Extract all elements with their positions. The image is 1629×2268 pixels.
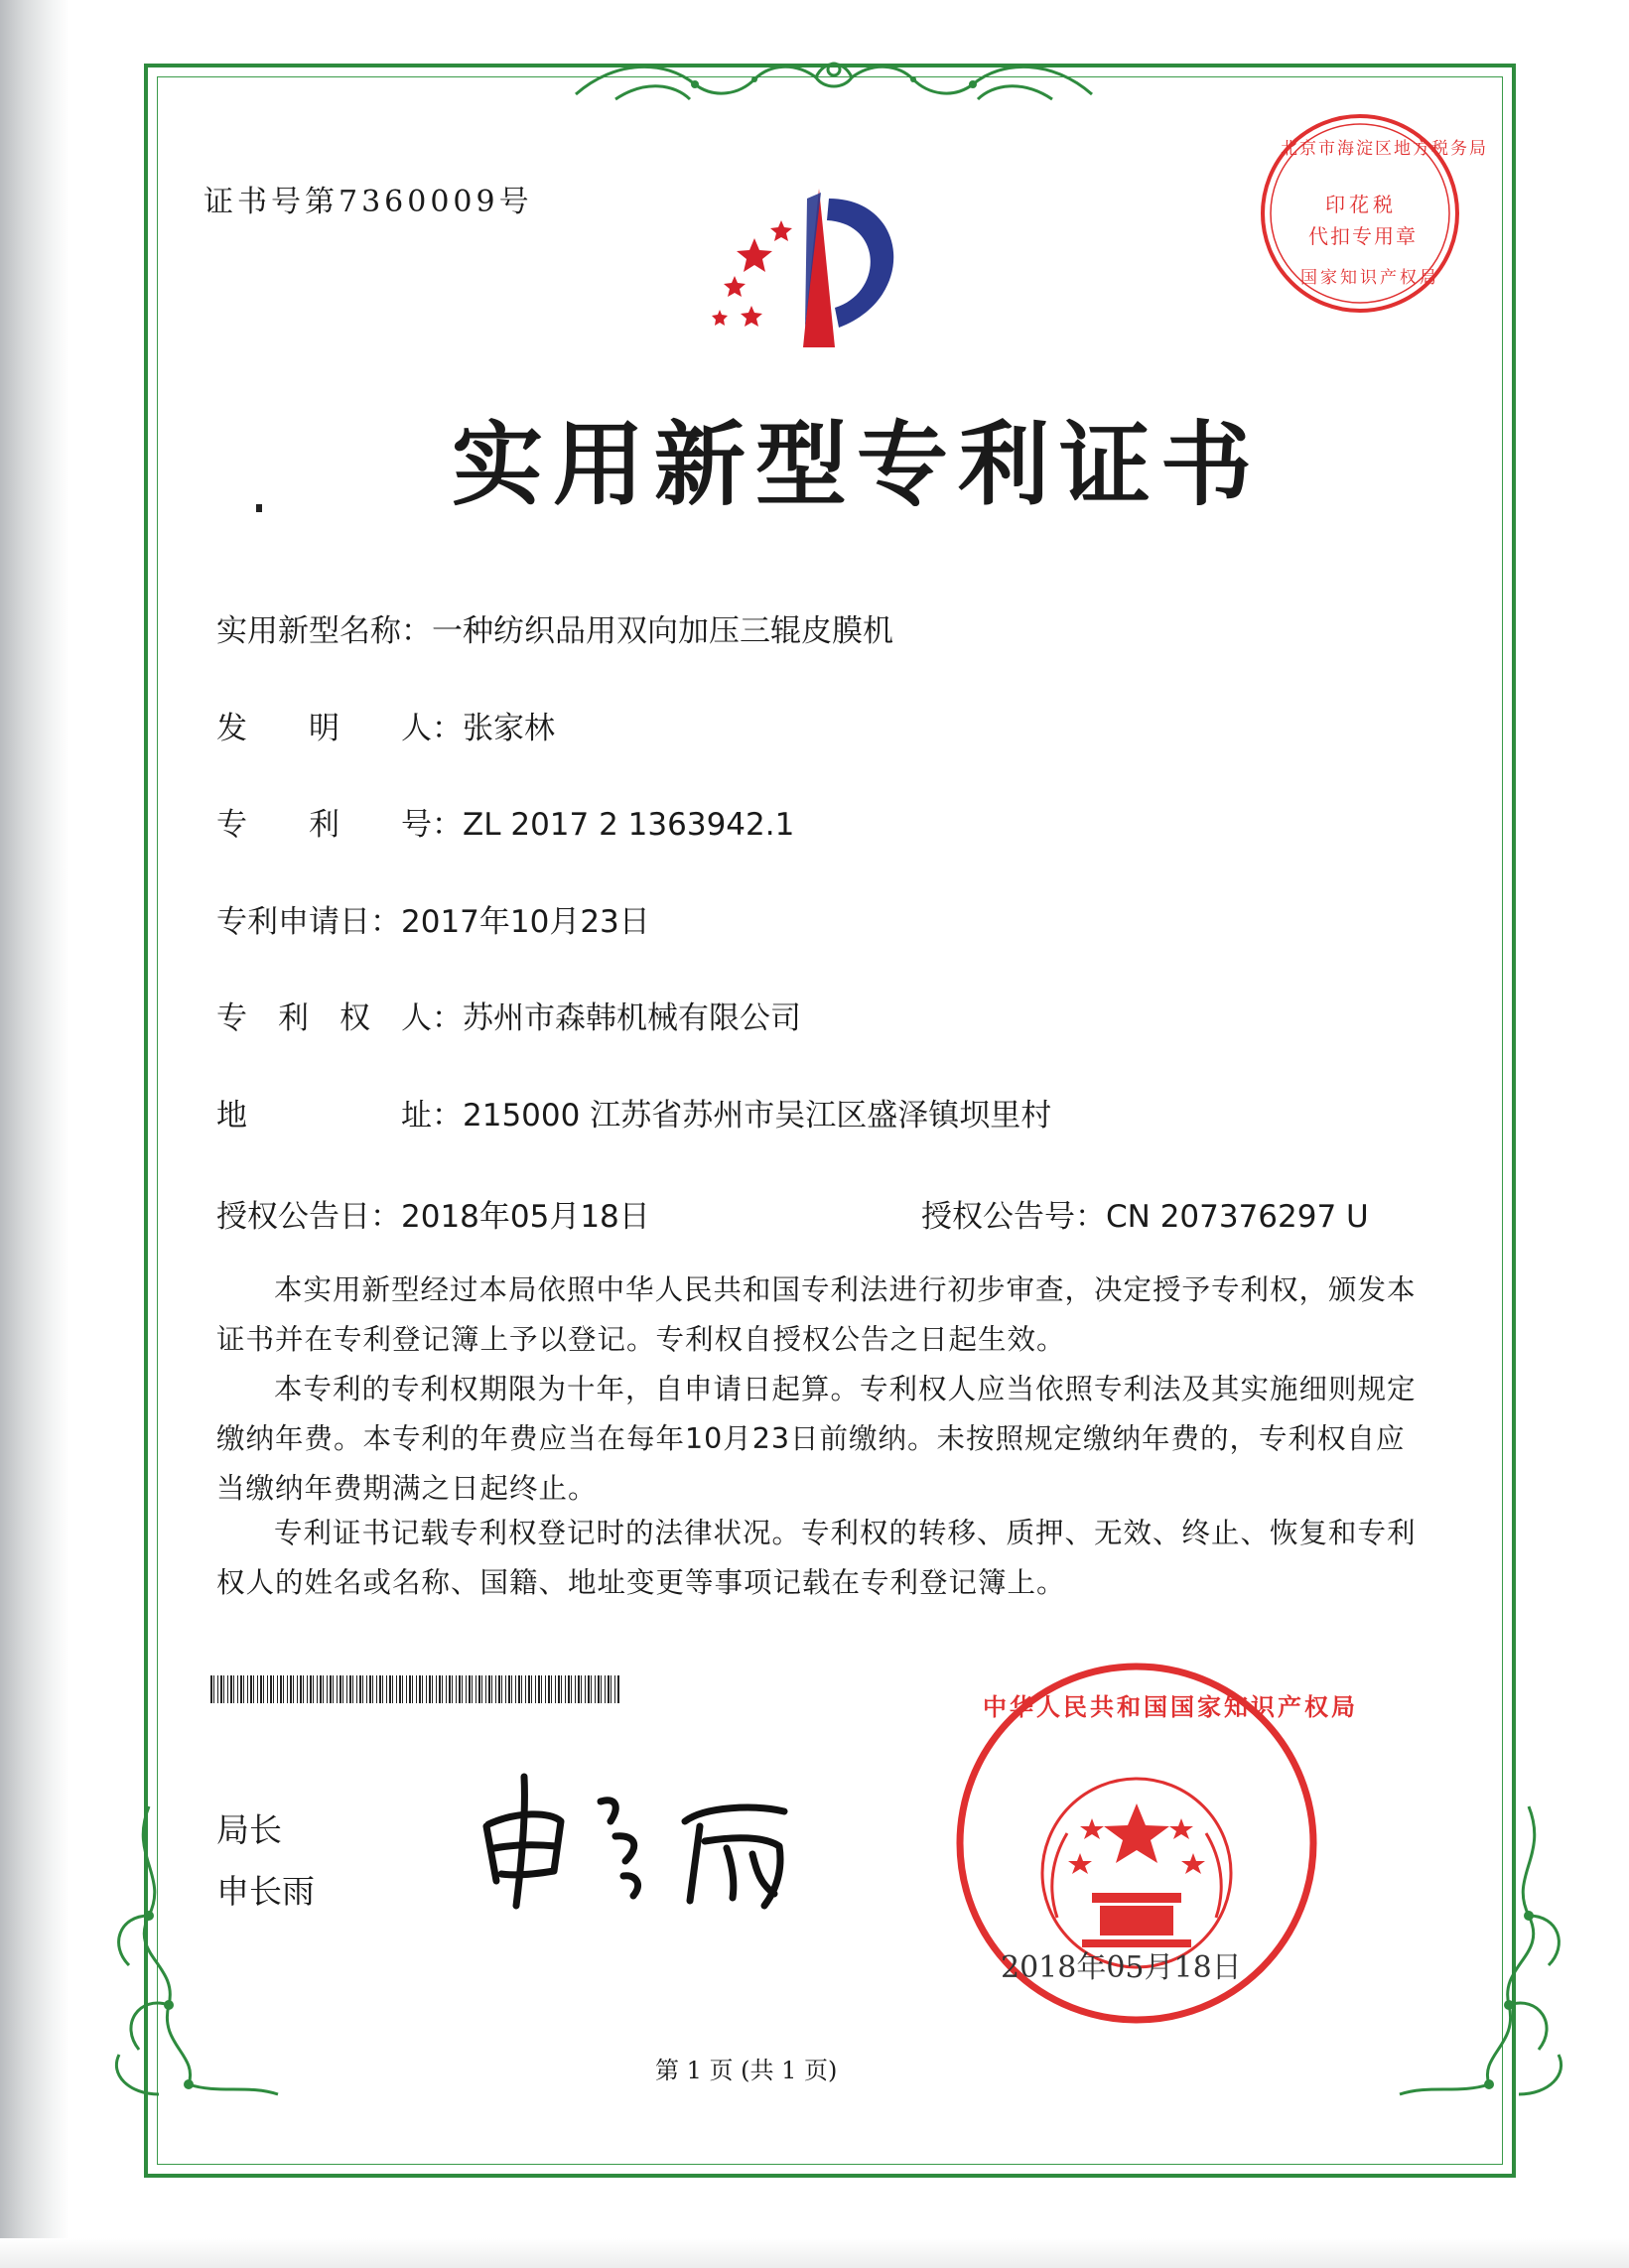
field-value: 苏州市森韩机械有限公司 <box>463 1001 801 1036</box>
scan-dot <box>256 504 262 512</box>
tax-seal-arc-text: 北京市海淀区地方税务局 <box>1281 139 1488 159</box>
director-signature-icon <box>467 1767 824 1916</box>
field-label: 发 明 人： <box>216 711 463 746</box>
field-value: ZL 2017 2 1363942.1 <box>463 807 795 843</box>
field-value: 2017年10月23日 <box>401 904 650 940</box>
field-address <box>216 1090 1051 1134</box>
field-label: 地 址： <box>216 1098 463 1134</box>
tax-seal-inner-text-2: 代扣专用章 <box>1308 224 1418 248</box>
field-label: 专 利 权 人： <box>216 1001 463 1036</box>
field-label: 授权公告日： <box>216 1199 401 1235</box>
patent-office-logo-icon <box>700 179 948 357</box>
field-inventor <box>216 703 555 747</box>
page-number: 第 1 页 (共 1 页) <box>655 2057 838 2084</box>
field-label: 专利申请日： <box>216 904 401 940</box>
barcode <box>210 1675 619 1703</box>
scan-shadow <box>0 0 69 2268</box>
field-filing-date <box>216 896 650 941</box>
director-title: 局长 <box>216 1810 282 1849</box>
body-paragraph-3: 专利证书记载专利权登记时的法律状况。专利权的转移、质押、无效、终止、恢复和专利权人的姓名或名称、国籍、地址变更等事项记载在专利登记簿上。 <box>216 1517 1417 1599</box>
field-label: 实用新型名称： <box>216 613 432 649</box>
field-patentee <box>216 993 801 1037</box>
field-grant-number <box>921 1191 1369 1236</box>
field-utility-model-name <box>216 605 893 650</box>
field-value: 2018年05月18日 <box>401 1199 650 1235</box>
scan-bottom-edge <box>0 2238 1629 2268</box>
tax-seal-inner-text-1: 印花税 <box>1325 193 1397 216</box>
field-label: 授权公告号： <box>921 1199 1106 1235</box>
field-grant-date <box>216 1191 650 1236</box>
field-value: CN 207376297 U <box>1106 1199 1369 1235</box>
tax-seal-bottom-text: 国家知识产权局 <box>1300 268 1439 288</box>
seal-date: 2018年05月18日 <box>1001 1950 1242 1985</box>
body-paragraph-1: 本实用新型经过本局依照中华人民共和国专利法进行初步审查，决定授予专利权，颁发本证书并在专利登记簿上予以登记。专利权自授权公告之日起生效。 <box>216 1273 1417 1356</box>
director-name: 申长雨 <box>216 1872 315 1911</box>
official-seal-arc-text: 中华人民共和国国家知识产权局 <box>983 1692 1358 1721</box>
field-value: 215000 江苏省苏州市吴江区盛泽镇坝里村 <box>463 1098 1052 1134</box>
field-value: 张家林 <box>463 711 555 746</box>
certificate-serial: 证书号第7360009号 <box>204 185 533 219</box>
field-label: 专 利 号： <box>216 807 463 843</box>
certificate-title: 实用新型专利证书 <box>452 412 1263 518</box>
field-value: 一种纺织品用双向加压三辊皮膜机 <box>432 613 893 649</box>
bottom-right-corner-ornament-icon <box>1390 1797 1588 2114</box>
field-patent-number <box>216 799 794 844</box>
top-ornament-icon <box>556 40 1112 119</box>
body-paragraph-2: 本专利的专利权期限为十年，自申请日起算。专利权人应当依照专利法及其实施细则规定缴纳年费。本专利的年费应当在每年10月23日前缴纳。未按照规定缴纳年费的，专利权自应当缴纳年费期满之日起终止。 <box>216 1373 1417 1505</box>
